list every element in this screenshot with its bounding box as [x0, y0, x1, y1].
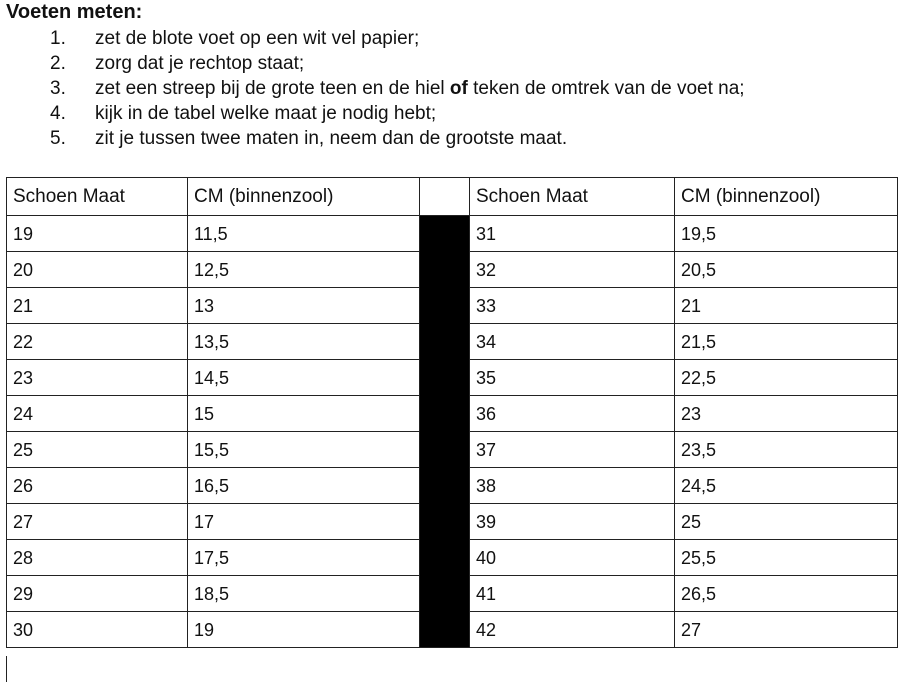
instruction-text-bold: of [449, 78, 468, 99]
cell-size-left: 30 [7, 612, 188, 648]
cell-size-left: 24 [7, 396, 188, 432]
cell-size-left: 20 [7, 252, 188, 288]
instruction-text: kijk in de tabel welke maat je nodig hebt; [95, 103, 437, 124]
cell-cm-left: 11,5 [188, 216, 420, 252]
cell-size-right: 42 [470, 612, 675, 648]
table-bottom-edge [6, 656, 7, 682]
cell-size-left: 21 [7, 288, 188, 324]
cell-cm-right: 20,5 [675, 252, 898, 288]
cell-size-right: 32 [470, 252, 675, 288]
instruction-text: zorg dat je rechtop staat; [95, 53, 305, 74]
cell-size-left: 19 [7, 216, 188, 252]
cell-cm-left: 16,5 [188, 468, 420, 504]
cell-size-left: 27 [7, 504, 188, 540]
cell-size-right: 41 [470, 576, 675, 612]
cell-cm-left: 17,5 [188, 540, 420, 576]
size-table [6, 177, 898, 648]
cell-size-right: 39 [470, 504, 675, 540]
cell-size-left: 25 [7, 432, 188, 468]
table-row [7, 216, 898, 252]
cell-size-right: 36 [470, 396, 675, 432]
instruction-text: zet de blote voet op een wit vel papier; [95, 28, 420, 49]
cell-size-right: 33 [470, 288, 675, 324]
cell-cm-right: 23 [675, 396, 898, 432]
instruction-text-part: zet een streep bij de grote teen en de hiel [95, 78, 450, 99]
instruction-number: 5. [50, 128, 66, 149]
cell-size-right: 34 [470, 324, 675, 360]
table-header-row [7, 178, 898, 216]
cell-size-right: 31 [470, 216, 675, 252]
cell-cm-left: 17 [188, 504, 420, 540]
divider-bar [420, 216, 470, 648]
column-header-size-right: Schoen Maat [470, 178, 675, 216]
cell-cm-right: 21,5 [675, 324, 898, 360]
size-table-body [7, 178, 898, 648]
cell-size-right: 40 [470, 540, 675, 576]
cell-cm-right: 25,5 [675, 540, 898, 576]
instruction-text [95, 76, 745, 101]
column-header-cm-left: CM (binnenzool) [188, 178, 420, 216]
cell-cm-left: 12,5 [188, 252, 420, 288]
column-header-size-left: Schoen Maat [7, 178, 188, 216]
cell-cm-right: 26,5 [675, 576, 898, 612]
cell-size-left: 28 [7, 540, 188, 576]
instruction-number: 4. [50, 103, 66, 124]
instruction-text-part: teken de omtrek van de voet na; [467, 78, 745, 99]
instruction-number: 2. [50, 53, 66, 74]
column-header-cm-right: CM (binnenzool) [675, 178, 898, 216]
cell-cm-left: 19 [188, 612, 420, 648]
cell-size-left: 22 [7, 324, 188, 360]
cell-cm-left: 13 [188, 288, 420, 324]
divider-header-cell [420, 178, 470, 216]
cell-size-left: 29 [7, 576, 188, 612]
cell-size-left: 26 [7, 468, 188, 504]
cell-size-right: 38 [470, 468, 675, 504]
cell-cm-left: 15,5 [188, 432, 420, 468]
cell-cm-left: 13,5 [188, 324, 420, 360]
cell-cm-left: 18,5 [188, 576, 420, 612]
cell-cm-right: 27 [675, 612, 898, 648]
page-title: Voeten meten: [6, 1, 143, 23]
instruction-number: 1. [50, 28, 66, 49]
instruction-text: zit je tussen twee maten in, neem dan de grootste maat. [95, 128, 568, 149]
cell-size-left: 23 [7, 360, 188, 396]
cell-cm-right: 23,5 [675, 432, 898, 468]
cell-cm-left: 14,5 [188, 360, 420, 396]
cell-size-right: 35 [470, 360, 675, 396]
cell-cm-right: 19,5 [675, 216, 898, 252]
cell-cm-right: 21 [675, 288, 898, 324]
cell-cm-left: 15 [188, 396, 420, 432]
cell-cm-right: 24,5 [675, 468, 898, 504]
cell-cm-right: 22,5 [675, 360, 898, 396]
instruction-number: 3. [50, 78, 66, 99]
cell-size-right: 37 [470, 432, 675, 468]
cell-cm-right: 25 [675, 504, 898, 540]
